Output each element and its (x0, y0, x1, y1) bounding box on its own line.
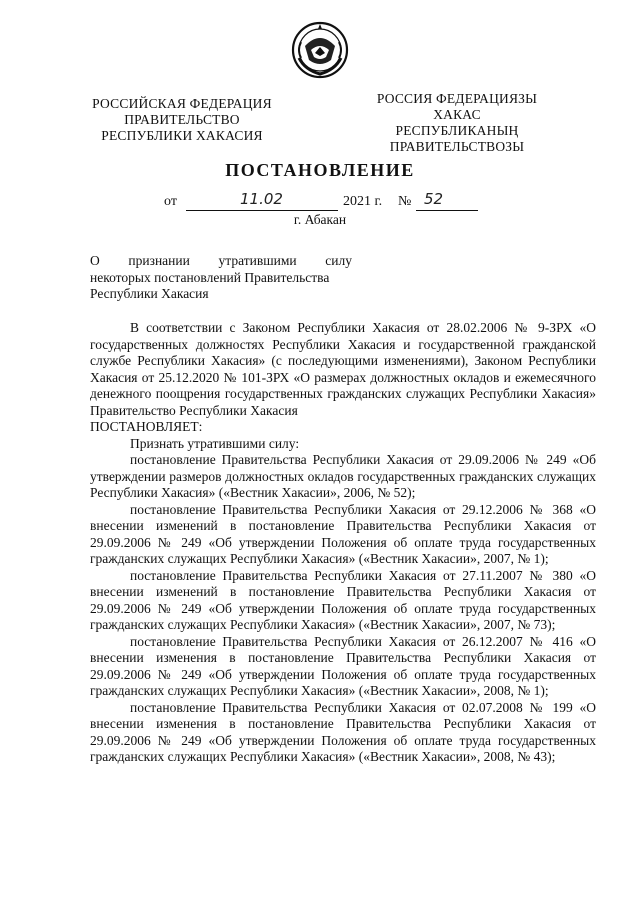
header-left-line: РЕСПУБЛИКИ ХАКАСИЯ (101, 128, 263, 143)
city-label: г. Абакан (293, 212, 347, 227)
header-right-line: РОССИЯ ФЕДЕРАЦИЯЗЫ (376, 91, 538, 106)
header-right-line: ПРАВИТЕЛЬСТВОЗЫ (389, 139, 525, 154)
header-right-line: ХАКАС РЕСПУБЛИКАНЫҢ (395, 107, 519, 138)
subject-word: утратившими (218, 253, 297, 268)
body-paragraph: постановление Правительства Республики Хакасия от 27.11.2007 № 380 «О внесении изменений в постановление Правительства Республики Хакасия от 29.09.2006 № 249 «Об утверждении Положения об оплате труда государственных гражданских служащих Республики Хакасия» («Вестник Хакасии», 2007, № 73); (90, 567, 596, 632)
coat-of-arms-emblem (291, 20, 349, 80)
header-left-line: РОССИЙСКАЯ ФЕДЕРАЦИЯ (92, 96, 272, 111)
body-paragraph: постановление Правительства Республики Хакасия от 29.12.2006 № 368 «О внесении изменений в постановление Правительства Республики Хакасия от 29.09.2006 № 249 «Об утверждении Положения об оплате труда государственных гражданских служащих Республики Хакасия» («Вестник Хакасии», 2007, № 1); (90, 501, 596, 566)
date-underline (186, 210, 338, 211)
subject-block (90, 253, 352, 303)
body-paragraph: ПОСТАНОВЛЯЕТ: (90, 419, 203, 434)
body-paragraph: постановление Правительства Республики Хакасия от 02.07.2008 № 199 «О внесении изменения в постановление Правительства Республики Хакасия от 29.09.2006 № 249 «Об утверждении Положения об оплате труда государственных гражданских служащих Республики Хакасия» («Вестник Хакасии», 2008, № 43); (90, 699, 596, 764)
subject-word: признании (128, 253, 190, 268)
body-paragraph: Признать утратившими силу: (130, 435, 300, 451)
header-left-line: ПРАВИТЕЛЬСТВО (124, 112, 240, 127)
number-sign: № (398, 194, 412, 209)
subject-line-1 (90, 253, 352, 270)
date-year: 2021 г. (343, 194, 383, 209)
body-paragraph: В соответствии с Законом Республики Хакасия от 28.02.2006 № 9-ЗРХ «О государственных должностях Республики Хакасия и государственной гражданской службе Республики Хакасия» (с последующими изменениями), Законом Республики Хакасия от 25.12.2020 № 101-ЗРХ «О размерах должностных окладов и ежемесячного денежного поощрения государственных гражданских служащих Республики Хакасия» Правительство Республики Хакасия (90, 320, 596, 418)
document-body (90, 320, 596, 766)
document-title: ПОСТАНОВЛЕНИЕ (225, 160, 415, 180)
header-left (92, 96, 272, 144)
subject-line-2: некоторых постановлений Правительства (90, 269, 330, 285)
body-paragraph: постановление Правительства Республики Хакасия от 26.12.2007 № 416 «О внесении изменения в постановление Правительства Республики Хакасия от 29.09.2006 № 249 «Об утверждении Положения об оплате труда государственных гражданских служащих Республики Хакасия» («Вестник Хакасии», 2008, № 1); (90, 633, 596, 698)
subject-word: О (90, 253, 100, 268)
date-prefix: от (164, 194, 177, 209)
subject-line-3: Республики Хакасия (90, 286, 209, 301)
subject-word: силу (325, 253, 352, 268)
handwritten-number: 52 (424, 190, 444, 208)
number-underline (416, 210, 478, 211)
date-line (0, 190, 640, 214)
header-right (372, 91, 542, 155)
handwritten-date: 11.02 (240, 190, 283, 208)
body-paragraph: постановление Правительства Республики Хакасия от 29.09.2006 № 249 «Об утверждении размеров должностных окладов государственных гражданских служащих Республики Хакасия» («Вестник Хакасии», 2006, № 52); (90, 452, 596, 500)
